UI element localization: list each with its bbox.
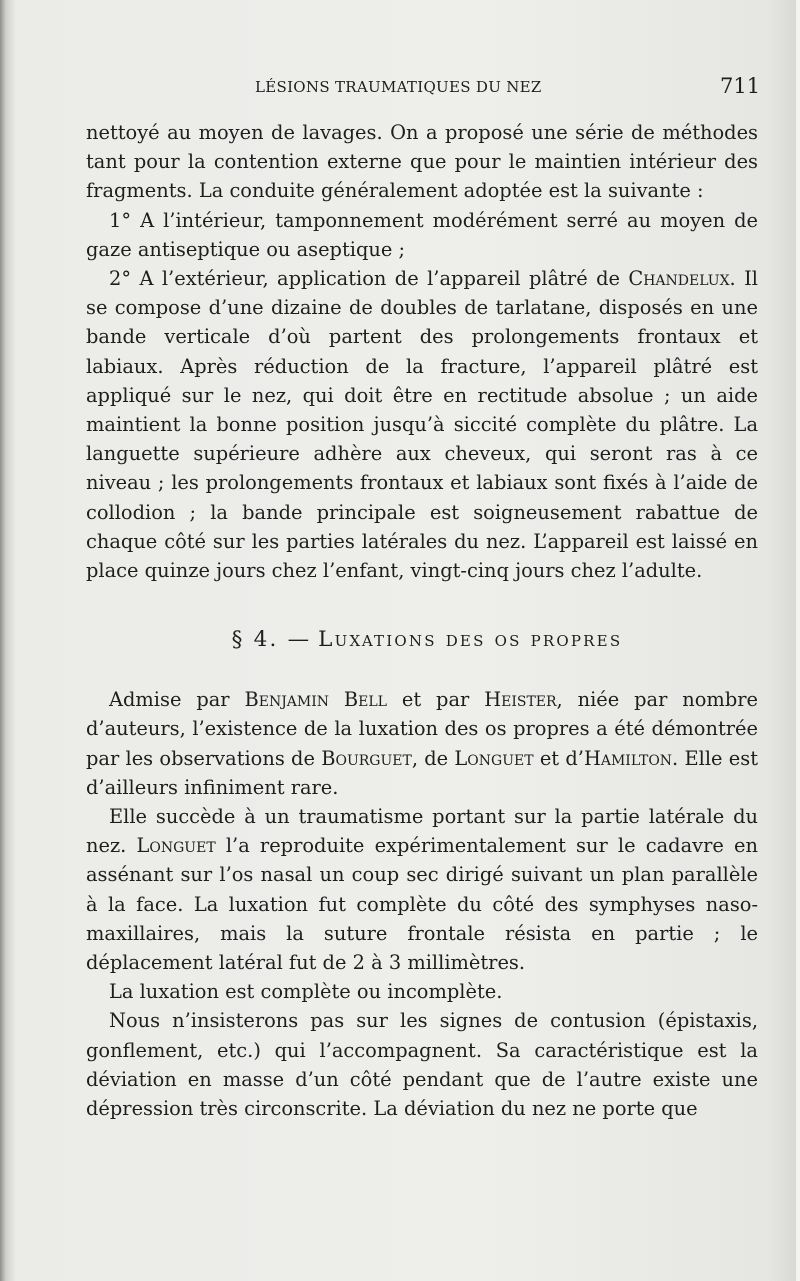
section-separator: — xyxy=(287,627,310,653)
paragraph-text: 1° A l’intérieur, tamponnement modérément serré au moyen de gaze antiseptique ou aseptique ; xyxy=(86,208,758,261)
author-name: Chandelux xyxy=(628,267,730,291)
paragraph-text: Elle succède à un traumatisme portant sur la partie latérale du nez. xyxy=(86,805,758,858)
paragraph-text: l’a reproduite expérimentalement sur le cadavre en assénant sur l’os nasal un coup sec dirigé suivant un plan parallèle à la face. La luxation fut complète du côté des symphyses naso-maxillaires, mais la suture frontale résista en partie ; le déplacement latéral fut de 2 à 3 millimètres. xyxy=(86,834,758,975)
author-name: Benjamin Bell xyxy=(244,688,387,712)
paragraph-text: . Elle est d’ailleurs infiniment rare. xyxy=(86,746,758,799)
paragraph-section-1 xyxy=(86,685,758,802)
paragraph-step-2 xyxy=(86,264,758,585)
section-number: § 4. xyxy=(231,627,279,653)
paragraph-text: Nous n’insisterons pas sur les signes de contusion (épistaxis, gonflement, etc.) qui l’accompagnent. Sa caractéristique est la déviation en masse d’un côté pendant que de l’autre existe une dépression très circonscrite. La déviation du nez ne porte que xyxy=(86,1009,758,1121)
author-name: Hamilton xyxy=(583,746,673,770)
paragraph-text: Admise par xyxy=(109,688,245,712)
paragraph-text: , niée par nombre d’auteurs, l’existence de la luxation des os propres a été démontrée par les observations de xyxy=(86,688,758,770)
section-title: Luxations des os propres xyxy=(318,627,623,653)
page-body xyxy=(86,118,758,1123)
running-head: LÉSIONS TRAUMATIQUES DU NEZ xyxy=(255,78,542,96)
paragraph-text: , de xyxy=(411,746,455,770)
paragraph-text: nettoyé au moyen de lavages. On a proposé une série de méthodes tant pour la contention externe que pour le maintien intérieur des fragments. La conduite généralement adoptée est la suivante : xyxy=(86,121,758,203)
paragraph-step-1 xyxy=(86,206,758,264)
author-name: Longuet xyxy=(136,834,216,858)
paragraph-text: 2° A l’extérieur, application de l’appareil plâtré de xyxy=(109,267,629,291)
author-name: Heister xyxy=(484,688,557,712)
paragraph-text: . Il se compose d’une dizaine de doubles de tarlatane, disposés en une bande verticale d’où partent des prolongements frontaux et labiaux. Après réduction de la fracture, l’appareil plâtré est appliqué sur le nez, qui doit être en rectitude absolue ; un aide maintient la bonne position jusqu’à siccité complète du plâtre. La languette supérieure adhère aux cheveux, qui seront ras à ce niveau ; les prolongements frontaux et labiaux sont fixés à l’aide de collodion ; la bande principale est soigneusement rabattue de chaque côté sur les parties latérales du nez. L’appareil est laissé en place quinze jours chez l’enfant, vingt-cinq jours chez l’adulte. xyxy=(86,267,758,583)
paragraph-continuation xyxy=(86,118,758,206)
paragraph-text: et par xyxy=(386,688,485,712)
paragraph-text: La luxation est complète ou incomplète. xyxy=(109,980,503,1004)
paragraph-section-4 xyxy=(86,1006,758,1123)
page-number: 711 xyxy=(720,74,761,98)
paragraph-text: et d’ xyxy=(533,746,584,770)
author-name: Longuet xyxy=(454,746,534,770)
paragraph-section-3 xyxy=(86,977,758,1006)
page-header xyxy=(0,74,800,104)
author-name: Bourguet xyxy=(321,746,412,770)
section-heading xyxy=(86,625,758,655)
paragraph-section-2 xyxy=(86,802,758,977)
